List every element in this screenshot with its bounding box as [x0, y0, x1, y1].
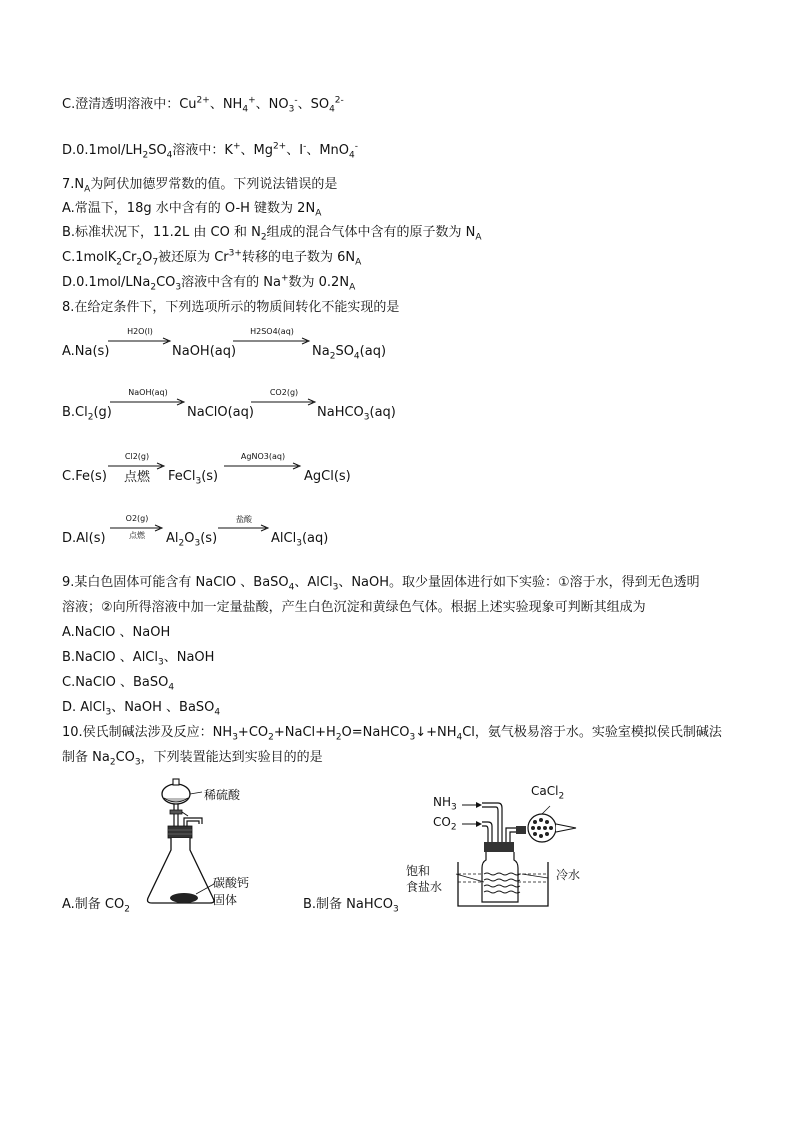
sup: 2+ — [196, 95, 210, 106]
q10-stem-line2 — [62, 749, 323, 767]
sub: A — [349, 282, 356, 293]
sup: - — [354, 141, 359, 152]
text: C.澄清透明溶液中：Cu — [62, 97, 197, 112]
q9-option-a: A.NaClO 、NaOH — [62, 625, 171, 640]
text: O=NaHCO — [341, 725, 410, 740]
sub: 2 — [87, 412, 94, 423]
sub: 4 — [242, 104, 249, 115]
text: A.常温下，18g 水中含有的 O-H 键数为 2N — [62, 201, 316, 216]
text: SO — [148, 143, 167, 158]
arrow-icon — [224, 462, 302, 470]
text: (s) — [201, 469, 219, 484]
condition-label: H2SO4(aq) — [250, 327, 294, 336]
text: 、NaOH。取少量固体进行如下实验：①溶于水，得到无色透明 — [338, 575, 700, 590]
text: 制备 Na — [62, 750, 110, 765]
condition-label: 盐酸 — [236, 515, 252, 524]
q8-d-end — [271, 530, 328, 548]
sub: 3 — [332, 582, 339, 593]
text: O — [184, 531, 195, 546]
q8-c-start: C.Fe(s) — [62, 469, 107, 484]
condition-under: 点燃 — [129, 531, 145, 540]
text: 、NaOH 、BaSO — [111, 700, 215, 715]
text: (g) — [93, 405, 112, 420]
arrow-icon — [108, 337, 172, 345]
text: 、SO — [297, 97, 330, 112]
text: CO — [156, 275, 176, 290]
q7-option-d — [62, 274, 355, 292]
text: (aq) — [359, 344, 387, 359]
q9-option-d — [62, 699, 220, 717]
q8-d-mid — [166, 530, 217, 548]
reaction-arrow — [233, 329, 311, 351]
sup: + — [248, 95, 256, 106]
sub: 3 — [363, 412, 370, 423]
sup: 2+ — [272, 141, 287, 152]
text: 7.N — [62, 177, 85, 192]
text: B.Cl — [62, 405, 88, 420]
q6-option-d — [62, 142, 358, 160]
sub: 3 — [194, 538, 201, 549]
sub: 2 — [178, 538, 185, 549]
arrow-icon — [218, 524, 270, 532]
sub: 2 — [124, 904, 130, 915]
sub: 4 — [353, 351, 360, 362]
text: ↓+NH — [415, 725, 457, 740]
q8-stem: 8.在给定条件下，下列选项所示的物质间转化不能实现的是 — [62, 300, 400, 315]
condition-label: O2(g) — [125, 514, 149, 523]
text: Al — [166, 531, 179, 546]
sub: 3 — [134, 757, 141, 768]
text: (aq) — [369, 405, 396, 420]
sub: 2 — [136, 257, 143, 268]
q7-option-c — [62, 249, 361, 267]
q8-a-mid: NaOH(aq) — [172, 344, 237, 359]
q9-option-b — [62, 649, 214, 667]
figure-b-cold-water-label: 冷水 — [556, 868, 581, 882]
text: NaHCO — [317, 405, 364, 420]
arrow-icon — [251, 398, 317, 406]
sub: 3 — [409, 732, 416, 743]
sub: 4 — [456, 732, 463, 743]
sup: + — [280, 273, 289, 284]
text: 组成的混合气体中含有的原子数为 N — [266, 225, 476, 240]
text: 、NH — [209, 97, 243, 112]
sup: - — [303, 141, 307, 152]
text: (aq) — [301, 531, 329, 546]
text: (s) — [200, 531, 218, 546]
text: O — [142, 250, 153, 265]
text: B.制备 NaHCO — [303, 897, 393, 912]
sub: 4 — [168, 682, 175, 693]
sup: + — [232, 141, 241, 152]
sub: A — [475, 232, 482, 243]
figure-b-co2-label — [433, 815, 457, 833]
sub: 3 — [392, 904, 399, 915]
condition-label: Cl2(g) — [124, 452, 150, 461]
sub: 2 — [109, 757, 116, 768]
sub: 4 — [214, 707, 221, 718]
q6-option-c — [62, 96, 344, 114]
text: 、AlCl — [294, 575, 333, 590]
sub: 3 — [296, 538, 302, 549]
sup: 2- — [334, 95, 344, 106]
sub: 4 — [349, 150, 355, 161]
q7-option-a — [62, 200, 321, 218]
text: 被还原为 Cr — [158, 250, 229, 265]
reaction-arrow — [251, 390, 317, 412]
text: D. AlCl — [62, 700, 106, 715]
condition-label: H2O(l) — [127, 327, 153, 336]
sub: 3 — [175, 282, 182, 293]
text: CO — [115, 750, 135, 765]
figure-b-brine-label-2: 食盐水 — [406, 880, 443, 894]
sub: 2 — [116, 257, 122, 268]
q9-stem-line2: 溶液；②向所得溶液中加一定量盐酸，产生白色沉淀和黄绿色气体。根据上述实验现象可判断其组成为 — [62, 600, 646, 615]
sub: 7 — [152, 257, 159, 268]
text: C.1molK — [62, 250, 117, 265]
text: 9.某白色固体可能含有 NaClO 、BaSO — [62, 575, 289, 590]
reaction-arrow — [224, 454, 302, 476]
q7-option-b — [62, 224, 482, 242]
q10-stem-line1 — [62, 724, 722, 742]
sub: A — [315, 208, 322, 219]
text: 溶液中：K — [172, 143, 233, 158]
text: 数为 0.2N — [288, 275, 350, 290]
figure-b-brine-label-1: 饱和 — [406, 864, 431, 878]
text: AlCl — [271, 531, 297, 546]
text: C.NaClO 、BaSO — [62, 675, 169, 690]
text: 、MnO — [306, 143, 350, 158]
condition-under: 点燃 — [123, 470, 150, 485]
sub: 4 — [329, 104, 335, 115]
sub: 2 — [150, 282, 157, 293]
condition-label: AgNO3(aq) — [240, 452, 286, 461]
text: CO — [433, 815, 451, 829]
figure-b-cacl2-label — [531, 784, 565, 802]
arrow-icon — [110, 398, 186, 406]
text: +CO — [237, 725, 269, 740]
sub: 3 — [105, 707, 112, 718]
figure-a-solid-label-2: 固体 — [213, 893, 238, 907]
text: D.0.1mol/LNa — [62, 275, 151, 290]
figure-a-caption — [62, 893, 130, 915]
condition-label: CO2(g) — [269, 388, 299, 397]
sub: 3 — [158, 657, 164, 668]
q8-b-end — [317, 404, 396, 422]
text: B.标准状况下，11.2L 由 CO 和 N — [62, 225, 261, 240]
q8-b-start — [62, 404, 112, 422]
text: Cl，氨气极易溶于水。实验室模拟侯氏制碱法 — [462, 725, 722, 740]
sup: - — [294, 95, 298, 106]
sub: 3 — [288, 104, 295, 115]
text: 、NaOH — [163, 650, 215, 665]
sub: 2 — [260, 232, 267, 243]
sub: 3 — [451, 802, 457, 813]
text: SO — [335, 344, 354, 359]
reaction-arrow — [108, 329, 172, 351]
sub: 4 — [288, 582, 295, 593]
sub: 2 — [335, 732, 342, 743]
reaction-arrow — [108, 452, 166, 485]
figure-a-solid-label-1: 碳酸钙 — [213, 876, 250, 890]
q7-stem — [62, 176, 337, 194]
figure-b-nh3-label — [433, 795, 457, 813]
q8-a-end — [312, 343, 386, 361]
reaction-arrow — [218, 516, 270, 538]
q8-c-end: AgCl(s) — [304, 469, 351, 484]
text: Na — [312, 344, 330, 359]
q8-c-mid — [168, 468, 218, 486]
text: B.NaClO 、AlCl — [62, 650, 158, 665]
sub: 2 — [329, 351, 336, 362]
condition-label: NaOH(aq) — [128, 388, 168, 397]
text: FeCl — [168, 469, 196, 484]
figure-b-caption — [303, 893, 399, 915]
reaction-arrow — [110, 516, 164, 538]
text: 为阿伏加德罗常数的值。下列说法错误的是 — [90, 177, 338, 192]
text: 、Mg — [240, 143, 273, 158]
text: NH — [433, 795, 451, 809]
text: 、NO — [255, 97, 289, 112]
figure-a-acid-label: 稀硫酸 — [204, 788, 241, 802]
text: A.制备 CO — [62, 897, 125, 912]
sub: 2 — [450, 822, 457, 833]
sub: A — [84, 184, 91, 195]
text: CaCl — [531, 784, 559, 798]
sub: 3 — [232, 732, 238, 743]
q9-stem-line1 — [62, 574, 700, 592]
sup: 3+ — [228, 248, 242, 259]
q9-option-c — [62, 674, 174, 692]
q8-d-start: D.Al(s) — [62, 531, 106, 546]
sub: A — [355, 257, 362, 268]
text: Cr — [121, 250, 137, 265]
sub: 4 — [166, 150, 173, 161]
text: 10.侯氏制碱法涉及反应：NH — [62, 725, 233, 740]
sub: 2 — [142, 150, 149, 161]
q8-b-mid: NaClO(aq) — [187, 405, 254, 420]
sub: 2 — [558, 791, 565, 802]
q8-a-start: A.Na(s) — [62, 344, 110, 359]
text: 、I — [286, 143, 304, 158]
text: 转移的电子数为 6N — [241, 250, 356, 265]
text: 溶液中含有的 Na — [181, 275, 281, 290]
reaction-arrow — [110, 390, 186, 412]
sub: 3 — [195, 476, 202, 487]
arrow-icon — [233, 337, 311, 345]
text: +NaCl+H — [273, 725, 336, 740]
text: ，下列装置能达到实验目的的是 — [140, 750, 323, 765]
sub: 2 — [268, 732, 274, 743]
text: D.0.1mol/LH — [62, 143, 143, 158]
